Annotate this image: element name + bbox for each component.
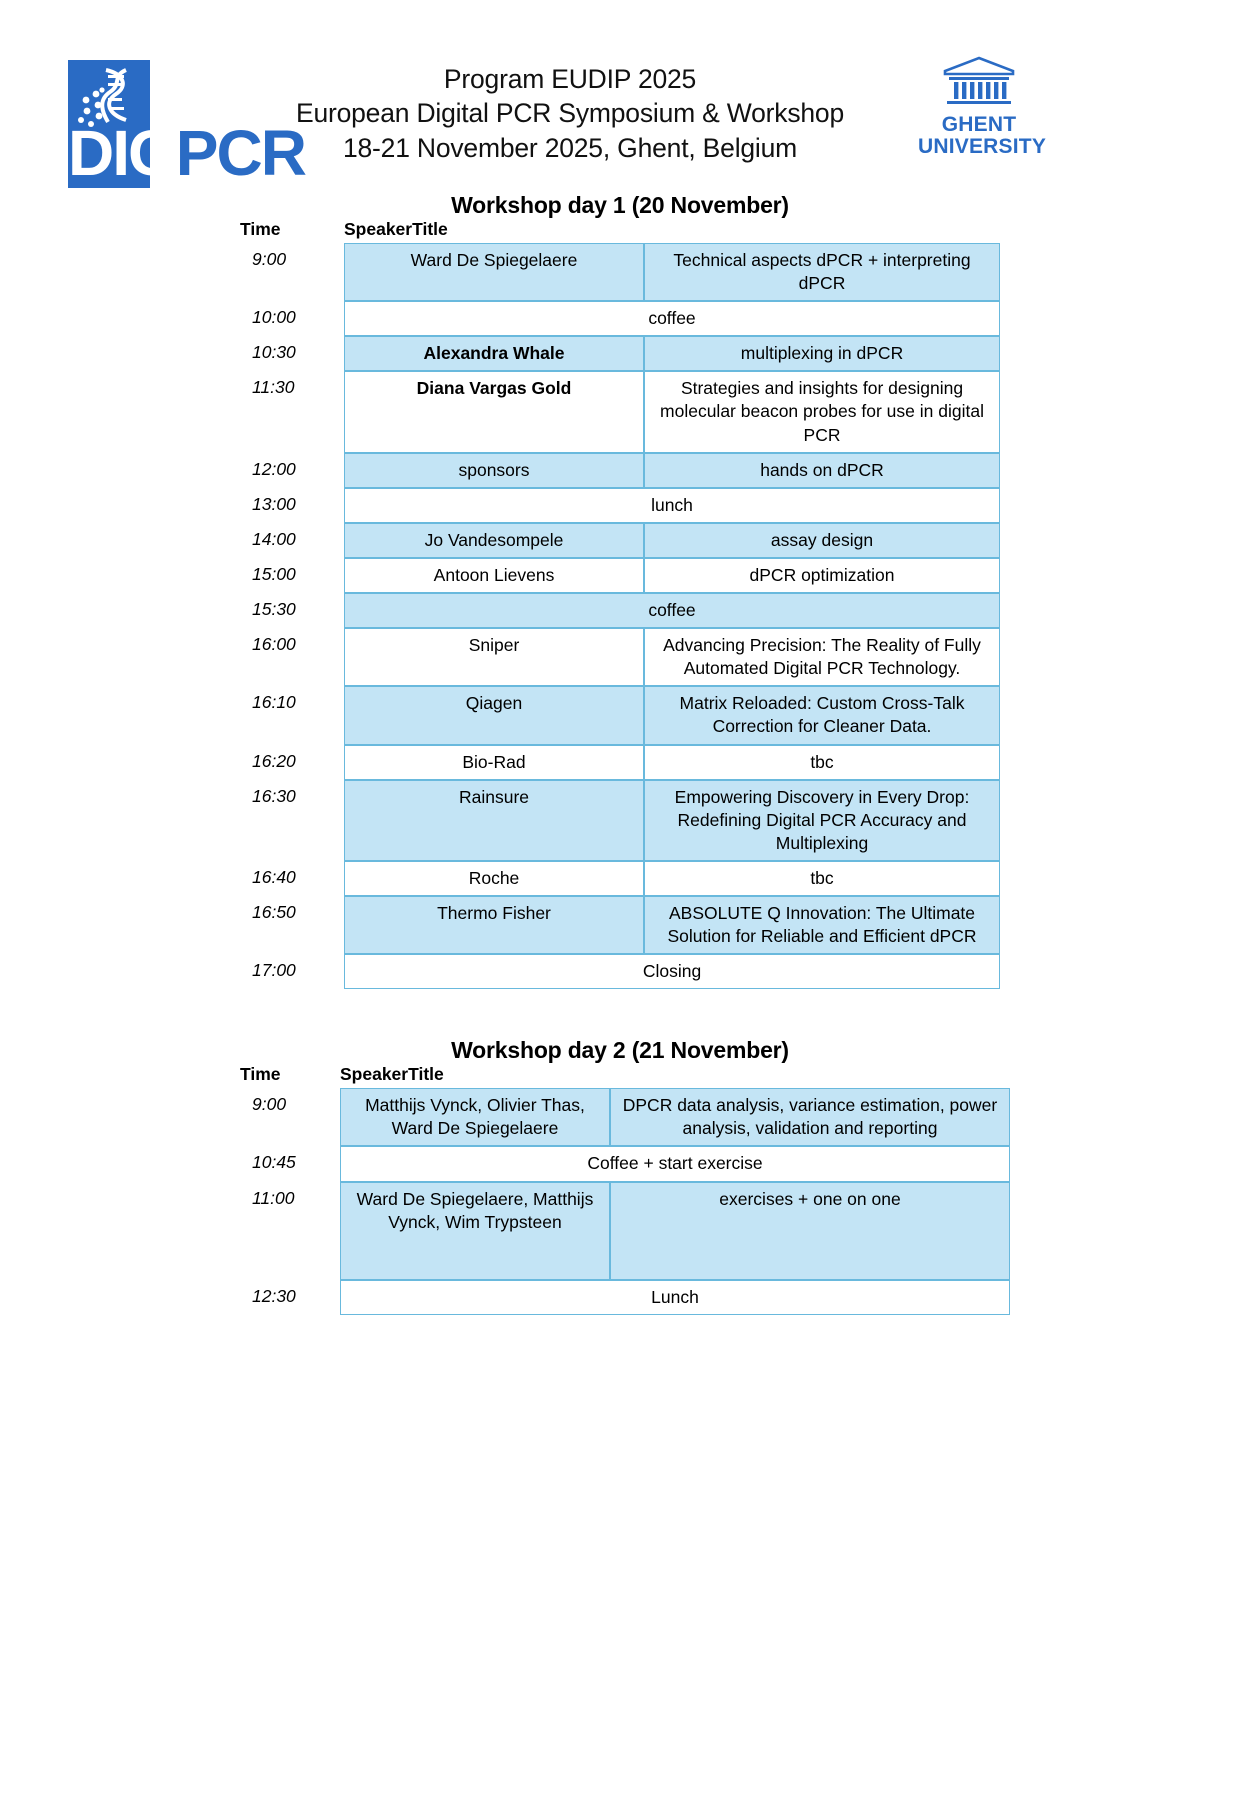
cell-speaker: Ward De Spiegelaere <box>344 243 644 301</box>
cell-time: 9:00 <box>240 1088 340 1146</box>
day1-section-title: Workshop day 1 (20 November) <box>451 192 789 218</box>
day2-section-title: Workshop day 2 (21 November) <box>451 1037 789 1064</box>
day2-column-headers <box>240 1064 1000 1088</box>
cell-speaker: Bio-Rad <box>344 745 644 780</box>
cell-span-activity: coffee <box>344 593 1000 628</box>
table-row <box>240 896 1000 954</box>
cell-span-activity: coffee <box>344 301 1000 336</box>
cell-speaker: Diana Vargas Gold <box>344 371 644 452</box>
cell-time: 16:30 <box>240 780 344 861</box>
cell-time: 16:50 <box>240 896 344 954</box>
cell-title: Matrix Reloaded: Custom Cross-Talk Correction for Cleaner Data. <box>644 686 1000 744</box>
table-row <box>240 1280 1000 1315</box>
classical-temple-icon <box>943 56 1015 108</box>
cell-title: DPCR data analysis, variance estimation, power analysis, validation and reporting <box>610 1088 1010 1146</box>
title-line-dates: 18-21 November 2025, Ghent, Belgium <box>342 132 798 163</box>
cell-span-activity: Lunch <box>340 1280 1010 1315</box>
cell-time: 16:20 <box>240 745 344 780</box>
table-row <box>240 1088 1000 1146</box>
cell-time: 14:00 <box>240 523 344 558</box>
table-row <box>240 488 1000 523</box>
section-day1 <box>0 192 1240 989</box>
digpcr-wordmark-dig: DIG <box>68 117 176 189</box>
cell-time: 16:40 <box>240 861 344 896</box>
cell-title: ABSOLUTE Q Innovation: The Ultimate Solution for Reliable and Efficient dPCR <box>644 896 1000 954</box>
cell-time: 9:00 <box>240 243 344 301</box>
cell-title: Empowering Discovery in Every Drop: Redefining Digital PCR Accuracy and Multiplexing <box>644 780 1000 861</box>
table-row <box>240 628 1000 686</box>
table-row <box>240 593 1000 628</box>
day1-column-headers <box>240 219 1000 243</box>
document-title <box>250 62 890 165</box>
digpcr-wordmark <box>68 116 305 190</box>
cell-time: 13:00 <box>240 488 344 523</box>
ghent-logo-line1: GHENT <box>941 113 1017 136</box>
cell-speaker: Roche <box>344 861 644 896</box>
header-speaker: Speaker <box>340 1064 409 1085</box>
cell-time: 15:00 <box>240 558 344 593</box>
cell-span-activity: lunch <box>344 488 1000 523</box>
table-row <box>240 780 1000 861</box>
cell-speaker: Sniper <box>344 628 644 686</box>
cell-speaker: Matthijs Vynck, Olivier Thas, Ward De Spiegelaere <box>340 1088 610 1146</box>
table-row <box>240 336 1000 371</box>
program-page <box>0 42 1240 1796</box>
header-speaker: Speaker <box>344 219 413 239</box>
cell-time: 10:00 <box>240 301 344 336</box>
table-row <box>240 301 1000 336</box>
cell-title: hands on dPCR <box>644 453 1000 488</box>
cell-title: Technical aspects dPCR + interpreting dPCR <box>644 243 1000 301</box>
cell-time: 12:30 <box>240 1280 340 1315</box>
day2-rows <box>240 1088 1000 1314</box>
header-title: Title <box>412 219 448 239</box>
table-row <box>240 371 1000 452</box>
cell-time: 16:00 <box>240 628 344 686</box>
table-row <box>240 861 1000 896</box>
day1-schedule-table <box>240 219 1000 989</box>
cell-speaker: Jo Vandesompele <box>344 523 644 558</box>
cell-time: 10:45 <box>240 1146 340 1181</box>
section-spacer <box>0 989 1240 1037</box>
ghent-university-logo <box>918 56 1047 158</box>
digpcr-logo <box>68 60 305 190</box>
cell-time: 11:00 <box>240 1182 340 1280</box>
cell-title: tbc <box>644 745 1000 780</box>
cell-time: 17:00 <box>240 954 344 989</box>
header-title: Title <box>408 1064 444 1085</box>
cell-title: multiplexing in dPCR <box>644 336 1000 371</box>
table-row <box>240 453 1000 488</box>
cell-speaker: Alexandra Whale <box>344 336 644 371</box>
title-line-program: Program EUDIP 2025 <box>443 64 697 94</box>
cell-title: dPCR optimization <box>644 558 1000 593</box>
cell-time: 15:30 <box>240 593 344 628</box>
cell-title: exercises + one on one <box>610 1182 1010 1280</box>
table-row <box>240 243 1000 301</box>
page-header <box>0 42 1240 192</box>
table-row <box>240 1146 1000 1181</box>
cell-title: Strategies and insights for designing molecular beacon probes for use in digital PCR <box>644 371 1000 452</box>
cell-speaker: Rainsure <box>344 780 644 861</box>
cell-time: 12:00 <box>240 453 344 488</box>
table-row <box>240 745 1000 780</box>
table-row <box>240 686 1000 744</box>
digpcr-wordmark-pcr: PCR <box>175 117 305 189</box>
cell-speaker: Qiagen <box>344 686 644 744</box>
table-row <box>240 558 1000 593</box>
cell-span-activity: Coffee + start exercise <box>340 1146 1010 1181</box>
cell-speaker: Ward De Spiegelaere, Matthijs Vynck, Wim Trypsteen <box>340 1182 610 1280</box>
day2-schedule-table <box>240 1064 1000 1314</box>
cell-time: 10:30 <box>240 336 344 371</box>
table-row <box>240 1182 1000 1280</box>
table-row <box>240 954 1000 989</box>
cell-speaker: sponsors <box>344 453 644 488</box>
cell-title: assay design <box>644 523 1000 558</box>
cell-speaker: Antoon Lievens <box>344 558 644 593</box>
header-time: Time <box>240 219 281 239</box>
cell-speaker: Thermo Fisher <box>344 896 644 954</box>
section-day2 <box>0 1037 1240 1314</box>
day1-rows <box>240 243 1000 989</box>
title-line-symposium: European Digital PCR Symposium & Workshop <box>295 98 845 129</box>
cell-title: tbc <box>644 861 1000 896</box>
table-row <box>240 523 1000 558</box>
cell-span-activity: Closing <box>344 954 1000 989</box>
cell-time: 11:30 <box>240 371 344 452</box>
header-time: Time <box>240 1064 281 1085</box>
cell-time: 16:10 <box>240 686 344 744</box>
ghent-logo-line2: UNIVERSITY <box>918 135 1047 158</box>
cell-title: Advancing Precision: The Reality of Fully Automated Digital PCR Technology. <box>644 628 1000 686</box>
